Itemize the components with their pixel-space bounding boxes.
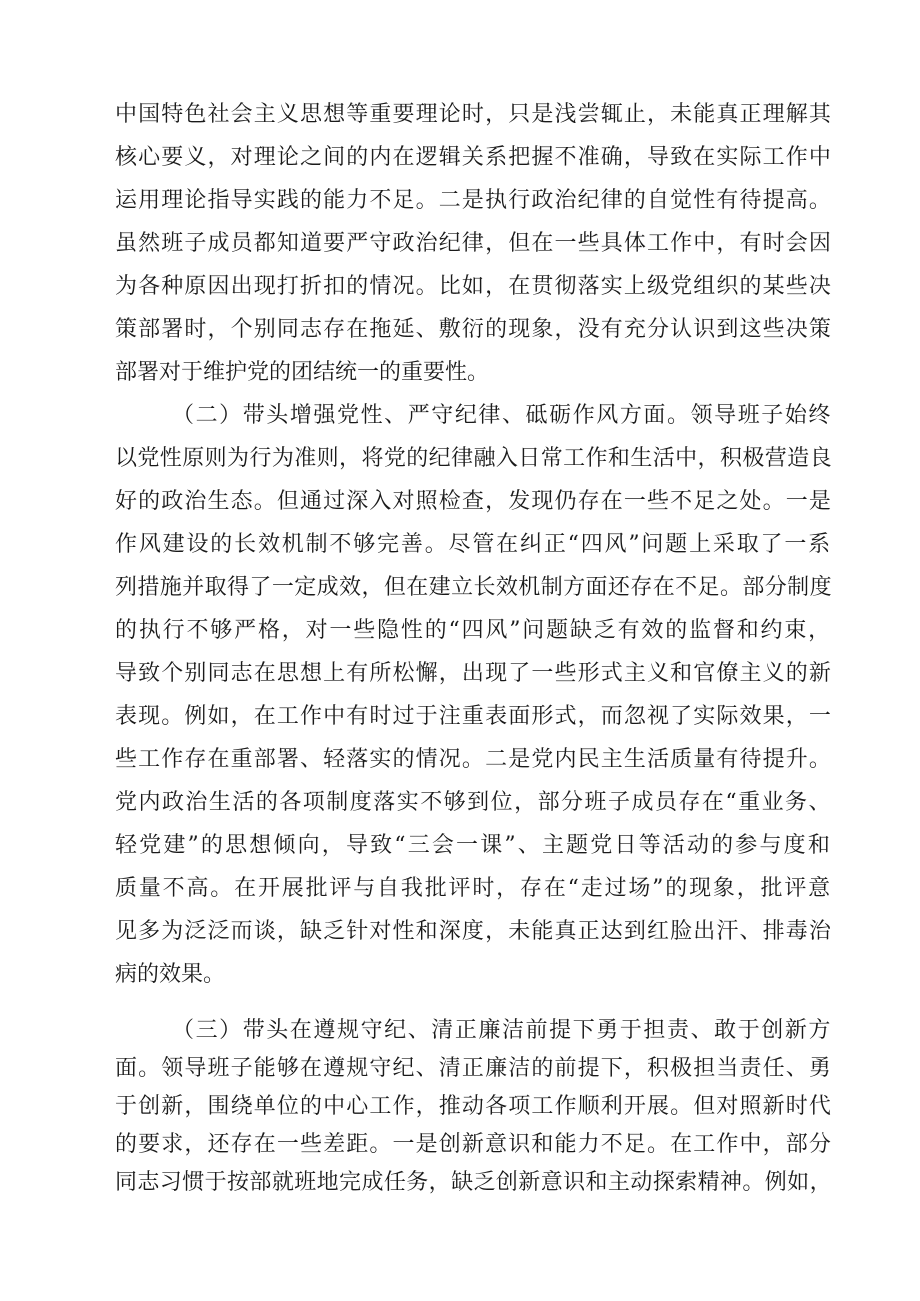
line-text: 虽然班子成员都知道要严守政治纪律，但在一些具体工作中，有时会因 bbox=[115, 231, 833, 256]
text-line bbox=[0, 95, 920, 135]
text-line bbox=[0, 869, 920, 909]
text-line bbox=[0, 224, 920, 264]
line-text: 的要求，还存在一些差距。一是创新意识和能力不足。在工作中，部分 bbox=[115, 1132, 833, 1157]
line-text: 病的效果。 bbox=[115, 962, 226, 987]
text-line bbox=[0, 1125, 920, 1165]
line-text: 面。领导班子能够在遵规守纪、清正廉洁的前提下，积极担当责任、勇 bbox=[115, 1056, 833, 1081]
text-line bbox=[0, 1049, 920, 1089]
line-text: 轻党建”的思想倾向，导致“三会一课”、主题党日等活动的参与度和 bbox=[115, 833, 832, 858]
line-text: 作风建设的长效机制不够完善。尽管在纠正“四风”问题上采取了一系 bbox=[115, 532, 833, 557]
text-line bbox=[0, 611, 920, 651]
line-text: 运用理论指导实践的能力不足。二是执行政治纪律的自觉性有待提高。 bbox=[115, 188, 833, 213]
text-line bbox=[0, 1087, 920, 1127]
text-line bbox=[0, 267, 920, 307]
line-text: 以党性原则为行为准则，将党的纪律融入日常工作和生活中，积极营造良 bbox=[115, 446, 832, 471]
line-text: 表现。例如，在工作中有时过于注重表面形式，而忽视了实际效果，一 bbox=[115, 704, 833, 729]
section-heading-two: （二）带头增强党性、严守纪律、砥砺作风方面。领导班子始终 bbox=[172, 403, 832, 428]
line-text: 策部署时，个别同志存在拖延、敷衍的现象，没有充分认识到这些决策 bbox=[115, 317, 833, 342]
line-text: 核心要义，对理论之间的内在逻辑关系把握不准确，导致在实际工作中 bbox=[115, 145, 833, 170]
text-line bbox=[0, 1163, 920, 1203]
text-line bbox=[0, 138, 920, 178]
section-heading-line bbox=[0, 396, 920, 436]
text-line bbox=[0, 439, 920, 479]
text-line bbox=[0, 525, 920, 565]
line-text: 好的政治生态。但通过深入对照检查，发现仍存在一些不足之处。一是 bbox=[115, 489, 833, 514]
line-text: 的执行不够严格，对一些隐性的“四风”问题缺乏有效的监督和约束， bbox=[115, 618, 833, 643]
line-text: 见多为泛泛而谈，缺乏针对性和深度，未能真正达到红脸出汗、排毒治 bbox=[115, 919, 833, 944]
text-line bbox=[0, 181, 920, 221]
line-text: 同志习惯于按部就班地完成任务，缺乏创新意识和主动探索精神。例如， bbox=[115, 1170, 832, 1195]
text-line bbox=[0, 740, 920, 780]
line-text: 中国特色社会主义思想等重要理论时，只是浅尝辄止，未能真正理解其 bbox=[115, 102, 833, 127]
text-line bbox=[0, 783, 920, 823]
text-line bbox=[0, 654, 920, 694]
line-text: 导致个别同志在思想上有所松懈，出现了一些形式主义和官僚主义的新 bbox=[115, 661, 833, 686]
line-text: 党内政治生活的各项制度落实不够到位，部分班子成员存在“重业务、 bbox=[115, 790, 833, 815]
section-heading-three: （三）带头在遵规守纪、清正廉洁前提下勇于担责、敢于创新方 bbox=[172, 1018, 832, 1043]
section-heading-line bbox=[0, 1011, 920, 1051]
line-text: 些工作存在重部署、轻落实的情况。二是党内民主生活质量有待提升。 bbox=[115, 747, 833, 772]
text-line bbox=[0, 353, 920, 393]
text-line bbox=[0, 697, 920, 737]
line-text: 部署对于维护党的团结统一的重要性。 bbox=[115, 360, 490, 385]
text-line bbox=[0, 826, 920, 866]
line-text: 质量不高。在开展批评与自我批评时，存在“走过场”的现象，批评意 bbox=[115, 876, 833, 901]
text-line bbox=[0, 310, 920, 350]
text-line bbox=[0, 482, 920, 522]
line-text: 于创新，围绕单位的中心工作，推动各项工作顺利开展。但对照新时代 bbox=[115, 1094, 833, 1119]
line-text: 列措施并取得了一定成效，但在建立长效机制方面还存在不足。部分制度 bbox=[115, 575, 832, 600]
text-line bbox=[0, 955, 920, 995]
line-text: 为各种原因出现打折扣的情况。比如，在贯彻落实上级党组织的某些决 bbox=[115, 274, 833, 299]
text-line bbox=[0, 912, 920, 952]
text-line bbox=[0, 568, 920, 608]
